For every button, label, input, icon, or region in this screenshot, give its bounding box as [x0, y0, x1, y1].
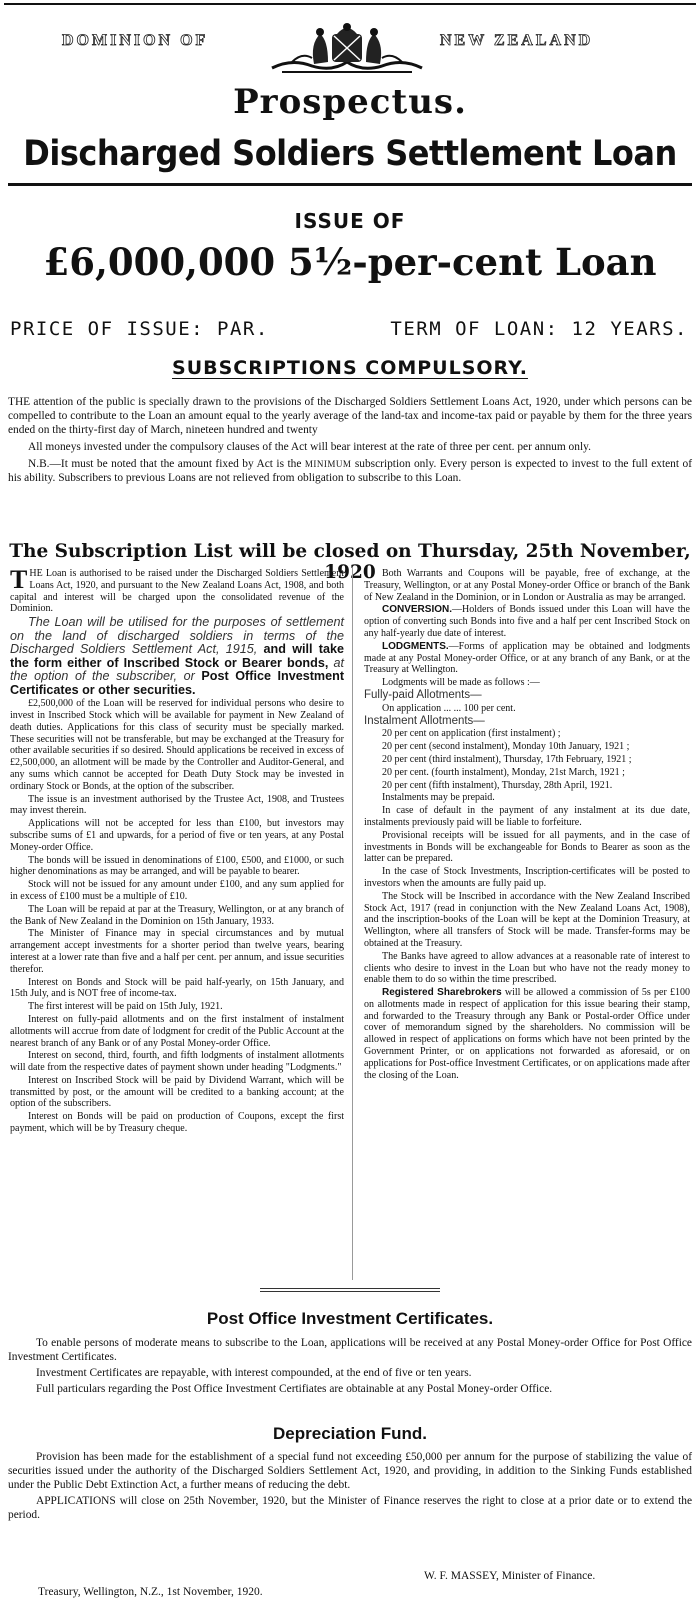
- body-paragraph: The Loan will be repaid at par at the Treasury, Wellington, or at any branch of the Bank of New Zealand in the Dominion on 15th January, 1933.: [10, 903, 344, 927]
- sharebrokers-text: will be allowed a commission of 5s per £100 on allotments made in respect of application for this issue bearing their stamp, and forwarded to the Treasury through any Bank or Postal-order Office under cover of memorandum signed by the shareholders. No commission will be allowed in respect of applications on forms which have not been printed by the Government Printer, or on applications not forwarded as aforesaid, or on applications for Post-office Investment Certificates, or on applications made after the closing of the Loan.: [364, 987, 690, 1081]
- body-paragraph: Provision has been made for the establishment of a special fund not exceeding £50,000 per annum for the purpose of stabilizing the value of securities issued under the authority of the Discharged Soldiers Settlement Act, 1920, and providing, in addition to the Sinking Funds established under the Public Debt Extinction Act, a further means of reducing the debt.: [8, 1451, 692, 1491]
- minimum-word: MINIMUM: [304, 459, 352, 469]
- loan-purpose-paragraph: [10, 616, 344, 697]
- intro-nb-paragraph: [8, 457, 692, 485]
- instalment-line: 20 per cent. (fourth instalment), Monday, 21st March, 1921 ;: [382, 766, 625, 778]
- fully-paid-line: On application ... ... 100 per cent.: [382, 702, 516, 714]
- depreciation-section: [8, 1450, 692, 1524]
- body-text: HE Loan is authorised to be raised under the Discharged Soldiers Settlement Loans Act, 1920, and pursuant to the New Zealand Loans Act, 1908, and both capital and interest will be charged upon the consolidated revenue of the Dominion.: [10, 568, 344, 615]
- left-column: [10, 565, 345, 1136]
- section-rule: [260, 1288, 440, 1289]
- body-paragraph: In case of default in the payment of any instalment at its due date, instalments previously paid will be liable to forfeiture.: [364, 805, 690, 828]
- conversion-text: —Holders of Bonds issued under this Loan will have the option of converting such Bonds into five and a half per cent Inscribed Stock on any half-yearly due date of interest.: [364, 604, 690, 639]
- lodgments-heading: LODGMENTS.: [382, 640, 449, 652]
- price-of-issue: PRICE OF ISSUE: PAR.: [10, 318, 269, 340]
- lodgments-paragraph: [364, 641, 690, 676]
- body-paragraph: Instalments may be prepaid.: [382, 792, 495, 804]
- coat-of-arms-icon: [262, 22, 432, 78]
- issue-of-label: ISSUE OF: [294, 209, 406, 233]
- body-paragraph: £2,500,000 of the Loan will be reserved for individual persons who desire to invest in Inscribed Stock which will be available for payment in New Zealand of death duties. Applications for this class of security must be specially marked. These securities will not be transferable, but may be exchanged at the Treasury for other available securities if so desired. Should applications be received in excess of £2,500,000, an allotment will be made by the Controller and Auditor-General, and any sums which cannot be accepted for Death Duty Stock may be invested in ordinary Stock or Bonds, at the option of the subscriber.: [10, 698, 344, 792]
- body-paragraph: APPLICATIONS will close on 25th November, 1920, but the Minister of Finance reserves the right to close at a prior date or to extend the period.: [8, 1495, 692, 1521]
- right-column: [364, 568, 690, 1082]
- body-paragraph: The Banks have agreed to allow advances at a reasonable rate of interest to clients who desire to invest in the Loan but who have not the ready money to enable them to do so within the time prescribed.: [364, 950, 690, 986]
- fully-paid-heading: Fully-paid Allotments—: [364, 688, 482, 701]
- option-text: at the option of the subscriber, or: [10, 655, 344, 684]
- conversion-paragraph: [364, 604, 690, 639]
- masthead-left-text: DOMINION OF: [62, 32, 209, 49]
- body-paragraph: The Stock will be Inscribed in accordance with the New Zealand Inscribed Stock Act, 1917 (read in conjunction with the New Zealand Loans Act, 1908), and the inscription-books of the Loan will be kept at the Dominion Treasury, at Wellington, where all transfers of Stock will be made. Transfer-forms may be obtained at the Treasury.: [364, 890, 690, 949]
- lodgments-text: —Forms of application may be obtained and lodgments made at any Postal Money-order Office, or at any branch of any Bank, or at the Treasury at Wellington.: [364, 640, 690, 676]
- instalment-line: 20 per cent (fifth instalment), Thursday, 28th April, 1921.: [382, 779, 613, 791]
- sharebrokers-heading: Registered Sharebrokers: [382, 987, 502, 999]
- body-paragraph: The issue is an investment authorised by the Trustee Act, 1908, and Trustees may invest therein.: [10, 793, 344, 817]
- conversion-heading: CONVERSION.: [382, 604, 453, 616]
- title-rule: [8, 183, 692, 186]
- drop-cap: T: [10, 565, 28, 594]
- instalment-line: 20 per cent (third instalment), Thursday, 17th February, 1921 ;: [382, 753, 632, 765]
- instalment-heading: Instalment Allotments—: [364, 714, 485, 727]
- depreciation-heading: Depreciation Fund.: [273, 1424, 427, 1443]
- post-office-certificates-mention: Post Office Investment Certificates or other securities.: [10, 669, 345, 697]
- body-paragraph: Interest on Inscribed Stock will be paid by Dividend Warrant, which will be transmitted by post, or the amount will be credited to a banking account; at the option of the subscribers.: [10, 1074, 344, 1110]
- post-office-section: [8, 1336, 692, 1398]
- intro-paragraph: All moneys invested under the compulsory clauses of the Act will bear interest at the rate of three per cent. per annum only.: [28, 441, 591, 453]
- subscriptions-compulsory: SUBSCRIPTIONS COMPULSORY.: [172, 357, 528, 379]
- term-of-loan: TERM OF LOAN: 12 YEARS.: [390, 318, 688, 340]
- section-rule: [260, 1291, 440, 1292]
- loan-amount: £6,000,000 5½-per-cent Loan: [43, 240, 657, 284]
- intro-section: [8, 395, 692, 488]
- instalment-line: 20 per cent on application (first instalment) ;: [382, 728, 561, 740]
- signatory: W. F. MASSEY, Minister of Finance.: [424, 1570, 596, 1582]
- intro-paragraph: THE attention of the public is specially drawn to the provisions of the Discharged Soldiers Settlement Loans Act, 1920, under which persons can be compelled to contribute to the Loan an amount equal to the yearly average of the land-tax and income-tax paid or payable by them for the three years ended on the thirty-first day of March, nineteen hundred and twenty: [8, 396, 692, 436]
- body-paragraph: Applications will not be accepted for less than £100, but investors may subscribe sums of £1 and upwards, for a period of five or ten years, at any Postal Money-order Office.: [10, 818, 344, 853]
- body-paragraph: Stock will not be issued for any amount under £100, and any sum applied for in excess of £100 must be a multiple of £10.: [10, 879, 344, 902]
- top-rule: [4, 3, 696, 5]
- body-paragraph: Lodgments will be made as follows :—: [382, 677, 540, 689]
- masthead-right-text: NEW ZEALAND: [440, 32, 594, 49]
- body-paragraph: Provisional receipts will be issued for all payments, and in the case of investments in Bonds will be exchangeable for Bonds to Bearer as soon as the latter can be prepared.: [364, 829, 690, 865]
- nb-text-b: subscription only. Every person is expected to invest to the full extent of his ability. Subscribers to previous Loans are not relieved from obligation to subscribe to this Loan.: [8, 458, 692, 484]
- closing-notice: The Subscription List will be closed on Thursday, 25th November, 1920: [9, 541, 691, 583]
- body-paragraph: The bonds will be issued in denominations of £100, £500, and £1000, or such higher denominations as may be arranged, and will be payable to bearer.: [10, 854, 344, 878]
- body-paragraph: In the case of Stock Investments, Inscription-certificates will be posted to investors when the amounts are fully paid up.: [364, 866, 690, 889]
- masthead: [0, 22, 700, 78]
- column-divider: [352, 568, 353, 1280]
- body-paragraph: [10, 565, 344, 615]
- body-paragraph: Investment Certificates are repayable, with interest compounded, at the end of five or ten years.: [36, 1367, 472, 1379]
- purpose-text: The Loan will be utilised for the purposes of settlement on the land of discharged soldiers in terms of the Discharged Soldiers Settlement Act, 1915,: [10, 615, 344, 657]
- loan-title: Discharged Soldiers Settlement Loan: [23, 132, 677, 174]
- body-paragraph: Full particulars regarding the Post Office Investment Certifiates are obtainable at any Postal Money-order Office.: [36, 1383, 553, 1395]
- sharebrokers-paragraph: [364, 987, 690, 1081]
- nb-text-a: N.B.—It must be noted that the amount fixed by Act is the: [28, 458, 302, 470]
- body-paragraph: Interest on Bonds will be paid on production of Coupons, except the first payment, which will be by Treasury cheque.: [10, 1111, 344, 1135]
- body-paragraph: The Minister of Finance may in special circumstances and by mutual arrangement accept investments for a shorter period than twelve years, bearing interest at a lower rate than five and a half per cent. per annum, and issue securities therefor.: [10, 928, 344, 975]
- instalment-line: 20 per cent (second instalment), Monday 10th January, 1921 ;: [382, 741, 630, 753]
- prospectus-heading: Prospectus.: [233, 82, 467, 122]
- body-paragraph: To enable persons of moderate means to subscribe to the Loan, applications will be received at any Postal Money-order Office for Post Office Investment Certificates.: [8, 1337, 692, 1363]
- body-paragraph: Interest on fully-paid allotments and on the first instalment of instalment allotments will accrue from date of lodgment for credit of the Public Account at the nearest branch of any Bank or of any Postal Money-order Office.: [10, 1013, 344, 1049]
- form-of-loan: and will take the form either of Inscribed Stock or Bearer bonds,: [10, 642, 344, 670]
- post-office-heading: Post Office Investment Certificates.: [206, 1309, 494, 1328]
- body-paragraph: Both Warrants and Coupons will be payable, free of exchange, at the Treasury, Wellington, or at any Postal Money-order Office or branch of the Bank of New Zealand in the Dominion, or in London or Australia as may be arranged.: [364, 568, 690, 603]
- place-and-date: Treasury, Wellington, N.Z., 1st November, 1920.: [38, 1586, 263, 1598]
- body-paragraph: The first interest will be paid on 15th July, 1921.: [28, 1001, 223, 1013]
- body-paragraph: Interest on Bonds and Stock will be paid half-yearly, on 15th January, and 15th July, and is NOT free of income-tax.: [10, 976, 344, 1000]
- body-paragraph: Interest on second, third, fourth, and fifth lodgments of instalment allotments will date from the respective dates of payment shown under heading "Lodgments.": [10, 1050, 344, 1074]
